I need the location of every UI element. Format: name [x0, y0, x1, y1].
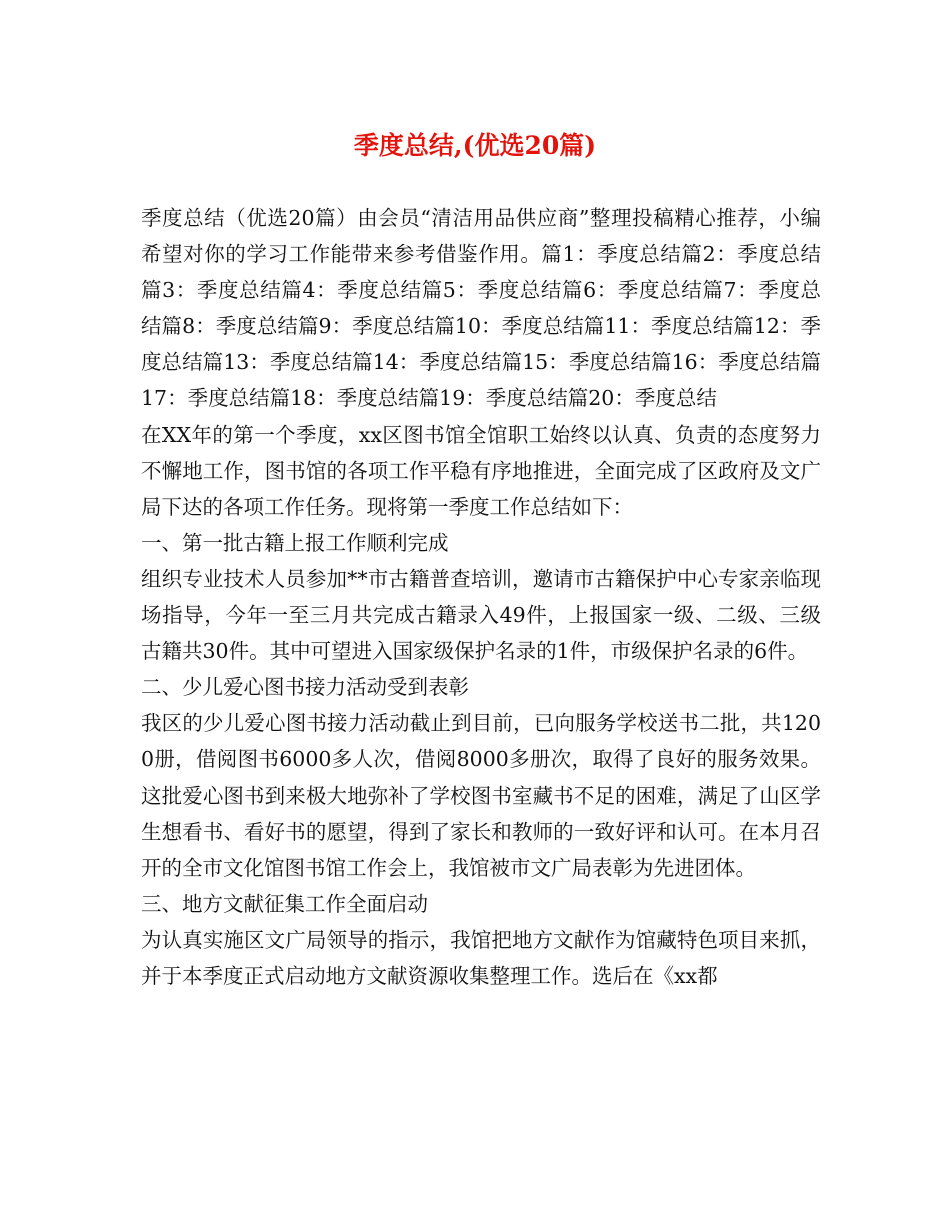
section-heading-2: 二、少儿爱心图书接力活动受到表彰: [141, 675, 469, 700]
section-paragraph-2: 我区的少儿爱心图书接力活动截止到目前，已向服务学校送书二批，共1200册，借阅图书6000多人次，借阅8000多册次，取得了良好的服务效果。这批爱心图书到来极大地弥补了学校图书室藏书不足的困难，满足了山区学生想看书、看好书的愿望，得到了家长和教师的一致好评和认可。在本月召开的全市文化馆图书馆工作会上，我馆被市文广局表彰为先进团体。: [141, 711, 821, 880]
document-body: [141, 200, 821, 994]
intro-paragraph: 季度总结（优选20篇）由会员“清洁用品供应商”整理投稿精心推荐，小编希望对你的学习工作能带来参考借鉴作用。篇1：季度总结篇2：季度总结篇3：季度总结篇4：季度总结篇5：季度总结篇6：季度总结篇7：季度总结篇8：季度总结篇9：季度总结篇10：季度总结篇11：季度总结篇12：季度总结篇13：季度总结篇14：季度总结篇15：季度总结篇16：季度总结篇17：季度总结篇18：季度总结篇19：季度总结篇20：季度总结: [141, 206, 821, 411]
overview-paragraph: 在XX年的第一个季度，xx区图书馆全馆职工始终以认真、负责的态度努力不懈地工作，图书馆的各项工作平稳有序地推进，全面完成了区政府及文广局下达的各项工作任务。现将第一季度工作总结如下：: [141, 422, 821, 519]
section-heading-3: 三、地方文献征集工作全面启动: [141, 891, 428, 916]
section-heading-1: 一、第一批古籍上报工作顺利完成: [141, 530, 449, 555]
section-paragraph-1: 组织专业技术人员参加**市古籍普查培训，邀请市古籍保护中心专家亲临现场指导，今年一至三月共完成古籍录入49件，上报国家一级、二级、三级古籍共30件。其中可望进入国家级保护名录的1件，市级保护名录的6件。: [141, 566, 821, 664]
document-title: 季度总结,(优选20篇): [353, 131, 597, 160]
section-paragraph-3: 为认真实施区文广局领导的指示，我馆把地方文献作为馆藏特色项目来抓，并于本季度正式启动地方文献资源收集整理工作。选后在《xx都: [141, 927, 821, 988]
